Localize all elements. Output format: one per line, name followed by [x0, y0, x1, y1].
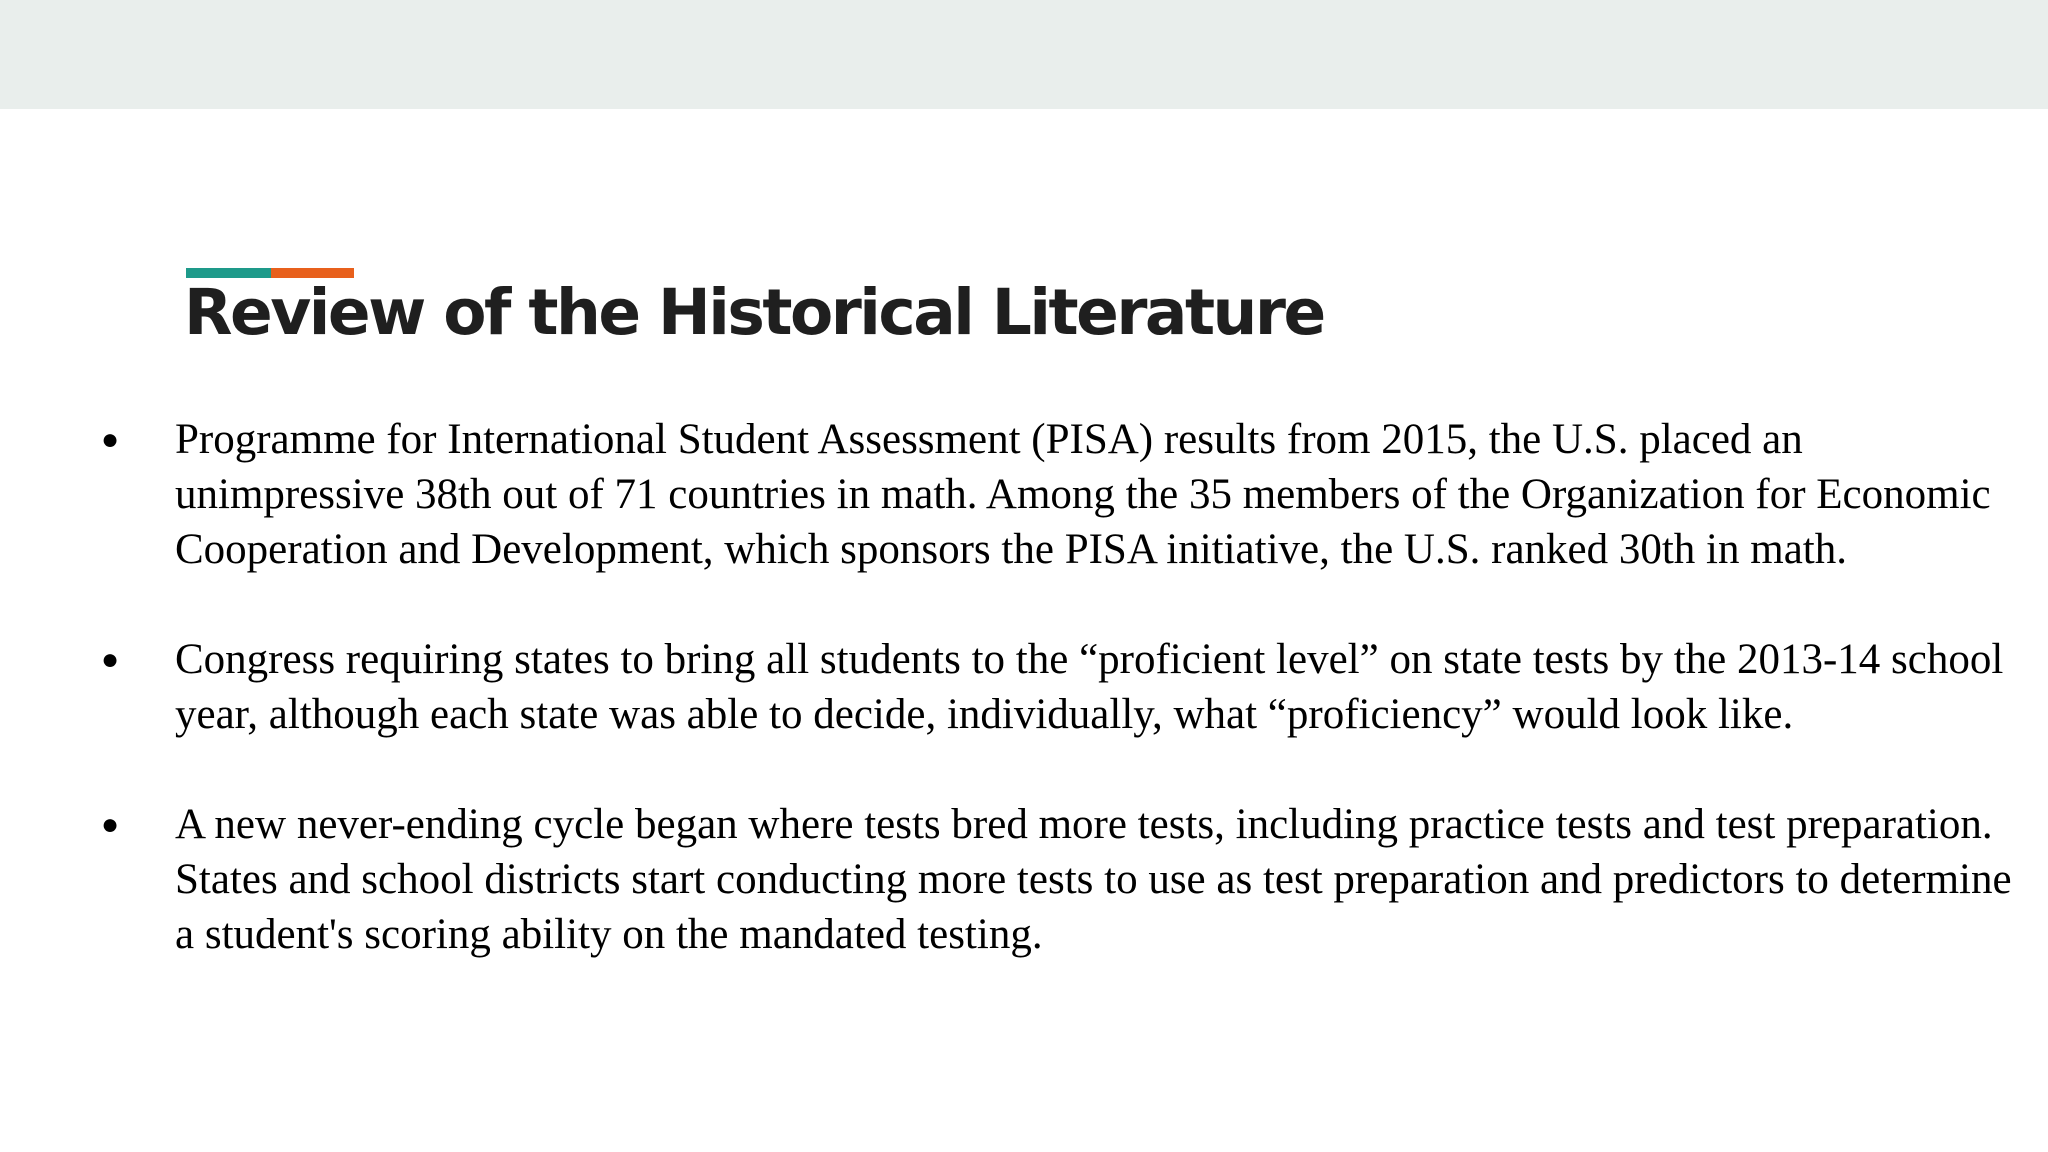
bullet-dot-icon: ● — [101, 423, 120, 456]
bullet-item — [92, 632, 2032, 742]
bullet-text: Programme for International Student Assessment (PISA) results from 2015, the U.S. placed an unimpressive 38th out of 71 countries in math. Among the 35 members of the Organization for Economic Cooperation and Development, which sponsors the PISA initiative, the U.S. ranked 30th in math. — [175, 416, 1991, 573]
bullet-list — [92, 412, 2032, 962]
bullet-item — [92, 797, 2032, 962]
top-band — [0, 0, 2048, 109]
bullet-dot-icon: ● — [101, 643, 120, 676]
slide-title: Review of the Historical Literature — [184, 276, 1324, 349]
bullet-item — [92, 412, 2032, 577]
bullet-text: Congress requiring states to bring all students to the “proficient level” on state tests by the 2013-14 school year, although each state was able to decide, individually, what “proficiency” would look like. — [175, 636, 2004, 738]
bullet-dot-icon: ● — [101, 808, 120, 841]
bullet-text: A new never-ending cycle began where tests bred more tests, including practice tests and test preparation. States and school districts start conducting more tests to use as test preparation and predictors to determine a student's scoring ability on the mandated testing. — [175, 801, 2012, 958]
